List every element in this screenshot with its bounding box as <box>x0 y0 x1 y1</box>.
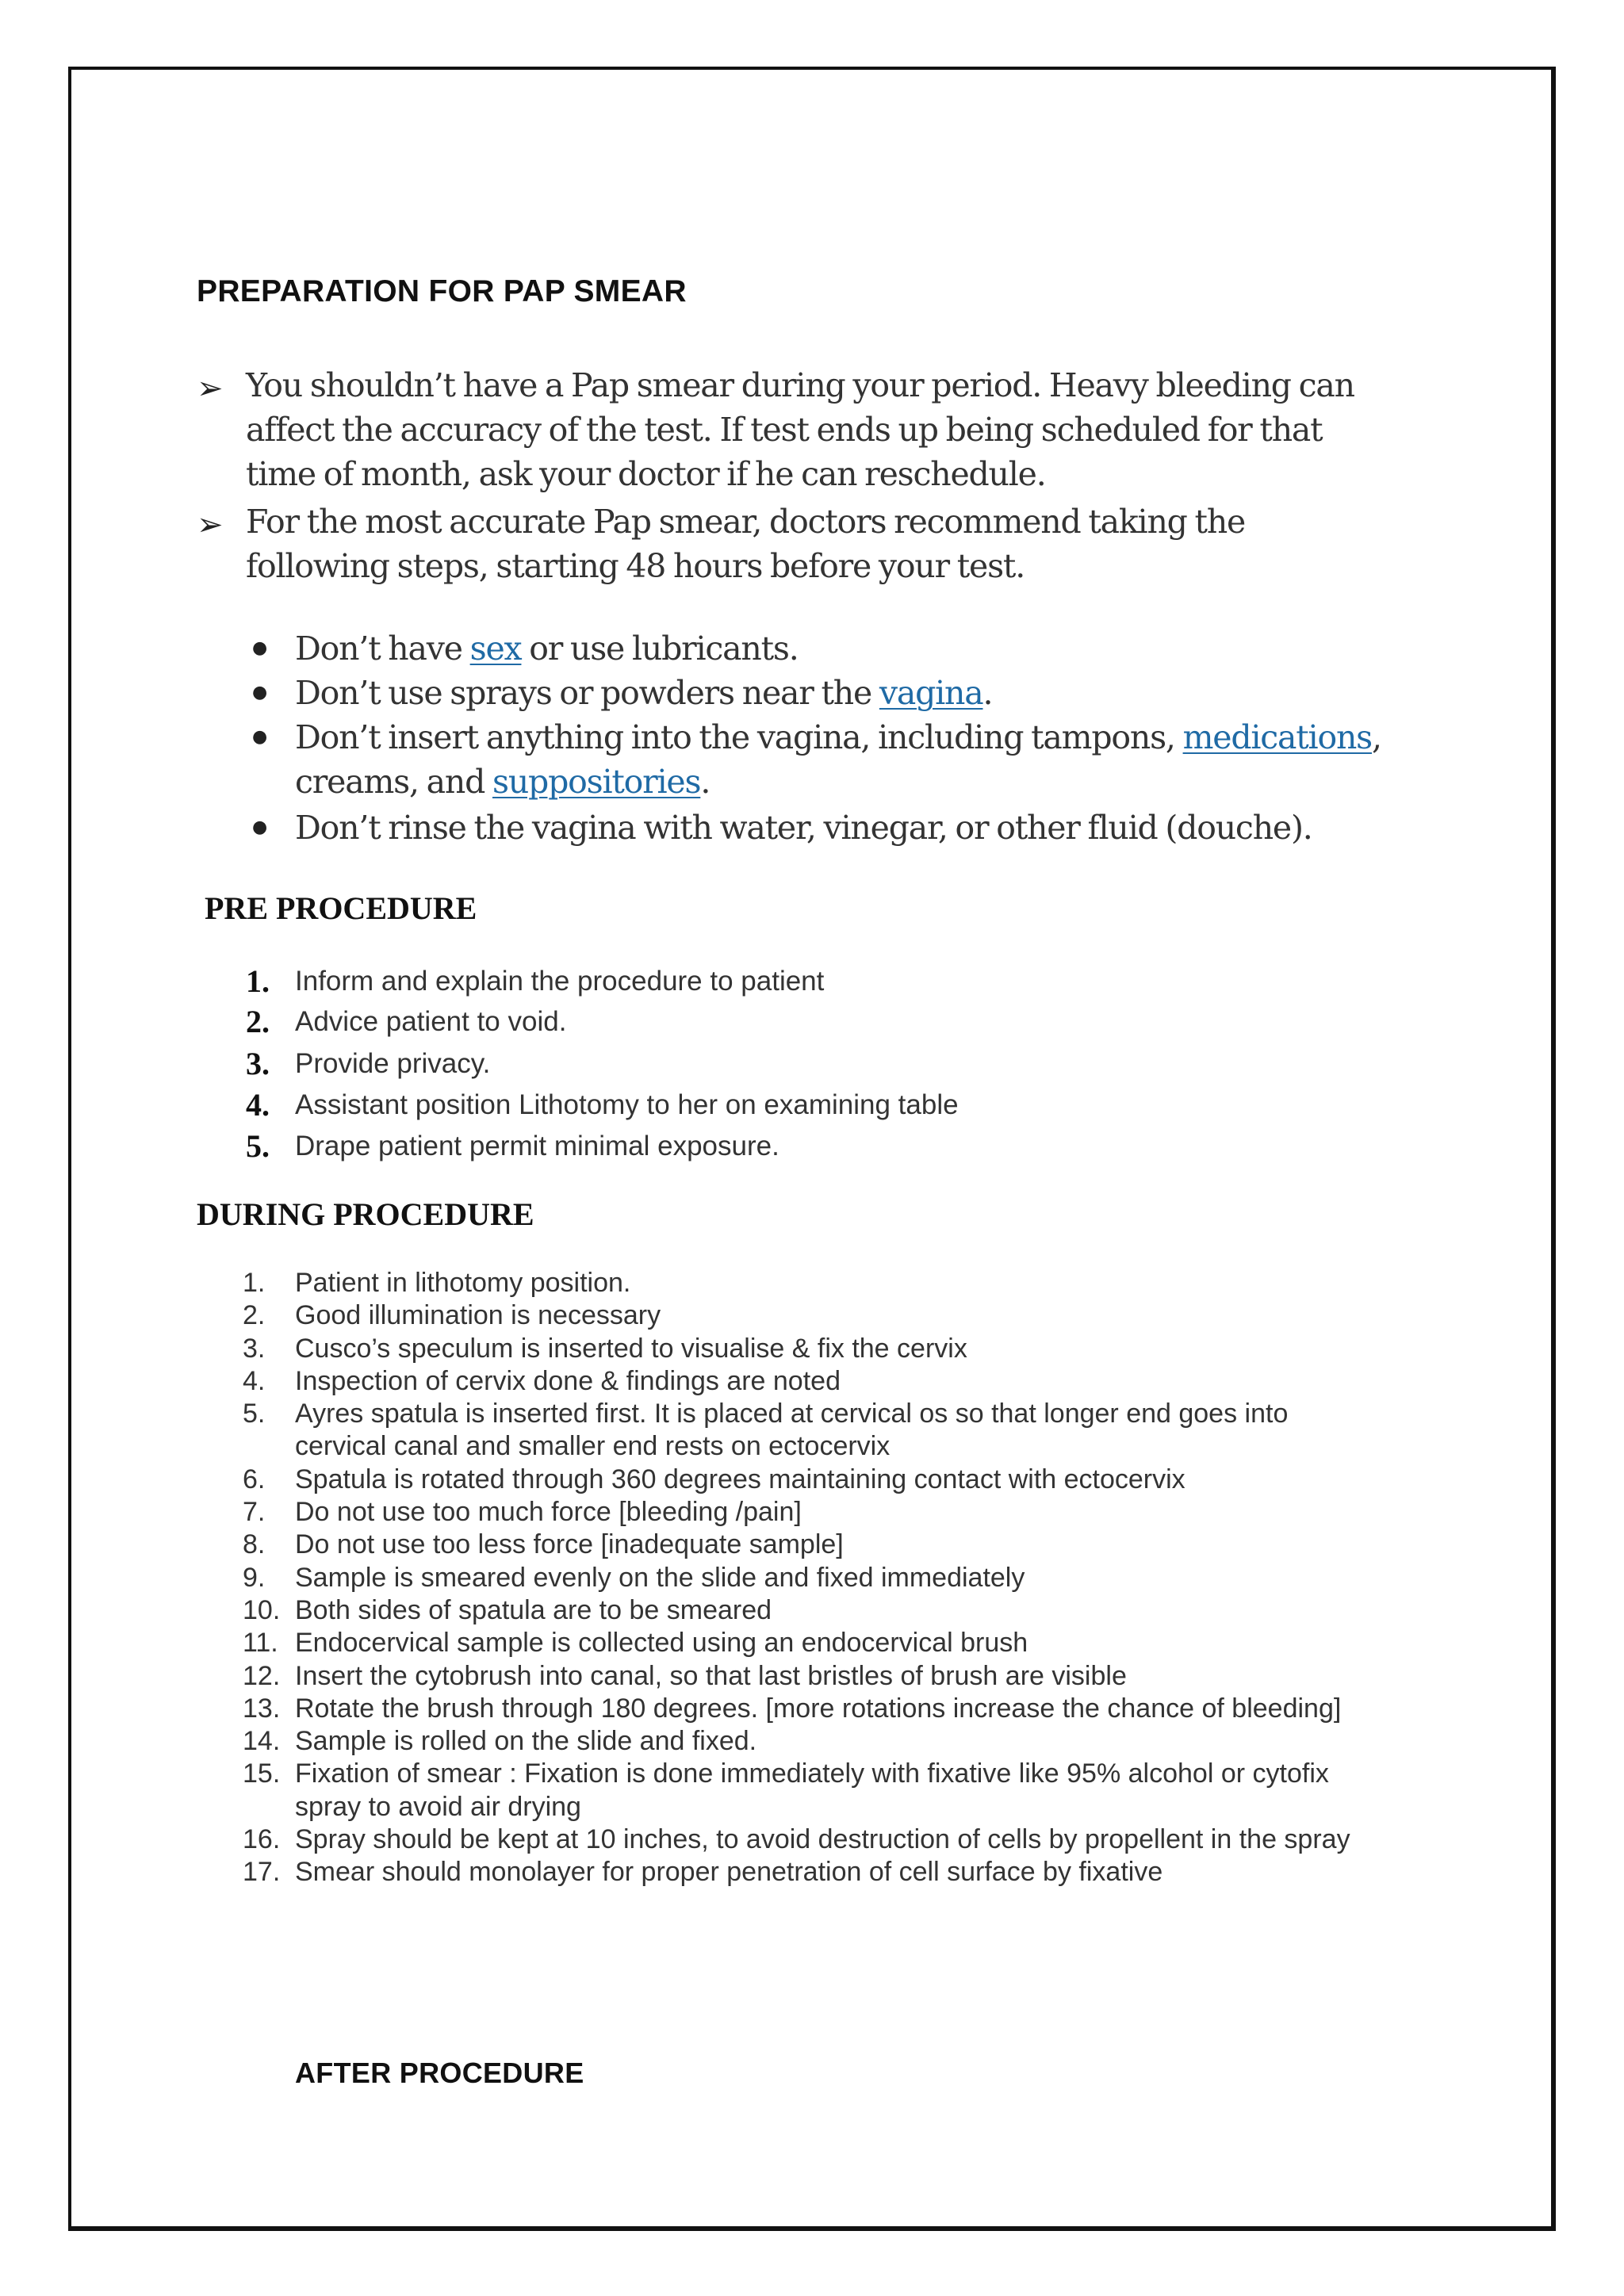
during-procedure-item <box>243 1823 1511 1856</box>
during-procedure-item <box>243 1398 1511 1464</box>
bullet-dot-icon: ● <box>252 638 266 658</box>
during-procedure-item <box>243 1856 1511 1888</box>
during-item-number: 9. <box>243 1562 266 1593</box>
during-procedure-item <box>243 1693 1511 1725</box>
during-procedure-item <box>243 1333 1511 1365</box>
pre-item-text: Provide privacy. <box>295 1048 491 1079</box>
bullet-text: or use lubricants. <box>521 629 799 668</box>
during-item-text: spray to avoid air drying <box>295 1791 581 1822</box>
bullet-dot-icon: ● <box>252 727 266 747</box>
link-vagina[interactable]: vagina <box>879 674 983 712</box>
during-item-text: Sample is rolled on the slide and fixed. <box>295 1726 757 1757</box>
prep-arrow-item-1 <box>197 363 1451 496</box>
bullet-text: . <box>982 674 993 712</box>
page-title: PREPARATION FOR PAP SMEAR <box>197 274 687 308</box>
during-procedure-item <box>243 1529 1511 1561</box>
during-item-text: Rotate the brush through 180 degrees. [more rotations increase the chance of bleeding] <box>295 1693 1342 1724</box>
during-item-text: Do not use too less force [inadequate sample] <box>295 1529 844 1560</box>
during-item-text: cervical canal and smaller end rests on ectocervix <box>295 1431 891 1462</box>
pre-item-number: 1. <box>246 963 270 999</box>
bullet-text: , <box>1372 718 1381 756</box>
after-procedure-heading: AFTER PROCEDURE <box>295 2057 584 2089</box>
during-item-number: 2. <box>243 1300 266 1331</box>
pre-item-number: 2. <box>246 1004 270 1039</box>
prep-arrow-line: affect the accuracy of the test. If test ends up being scheduled for that <box>246 411 1323 449</box>
pre-item-text: Drape patient permit minimal exposure. <box>295 1131 779 1161</box>
arrow-bullet-icon: ➢ <box>197 507 223 543</box>
bullet-text: Don’t insert anything into the vagina, including tampons, <box>295 718 1183 756</box>
during-item-text: Good illumination is necessary <box>295 1300 661 1331</box>
during-item-text: Sample is smeared evenly on the slide and fixed immediately <box>295 1562 1025 1593</box>
prep-arrow-line: For the most accurate Pap smear, doctors recommend taking the <box>246 503 1246 541</box>
during-item-number: 6. <box>243 1464 266 1494</box>
during-procedure-item <box>243 1464 1511 1496</box>
during-item-text: Inspection of cervix done & findings are noted <box>295 1365 841 1396</box>
prep-bullet-item <box>252 715 1500 804</box>
during-item-text: Both sides of spatula are to be smeared <box>295 1594 772 1625</box>
during-item-number: 5. <box>243 1399 266 1429</box>
pre-item-number: 5. <box>246 1128 270 1164</box>
during-item-number: 3. <box>243 1333 266 1364</box>
during-procedure-item <box>243 1496 1511 1529</box>
during-item-text: Smear should monolayer for proper penetration of cell surface by fixative <box>295 1857 1163 1888</box>
bullet-text: Don’t use sprays or powders near the <box>295 674 879 712</box>
pre-item-number: 3. <box>246 1046 270 1081</box>
during-item-number: 10. <box>243 1594 281 1625</box>
during-item-text: Endocervical sample is collected using an endocervical brush <box>295 1628 1028 1659</box>
prep-arrow-line: You shouldn’t have a Pap smear during your period. Heavy bleeding can <box>246 366 1354 404</box>
during-item-text: Cusco’s speculum is inserted to visualise & fix the cervix <box>295 1333 967 1364</box>
during-procedure-item <box>243 1299 1511 1332</box>
during-item-number: 17. <box>243 1857 281 1888</box>
prep-arrow-line: following steps, starting 48 hours before your test. <box>246 547 1025 585</box>
during-procedure-heading: DURING PROCEDURE <box>197 1196 534 1232</box>
during-procedure-item <box>243 1365 1511 1398</box>
during-item-number: 13. <box>243 1693 281 1724</box>
during-item-text: Insert the cytobrush into canal, so that last bristles of brush are visible <box>295 1660 1127 1691</box>
during-item-text: Spray should be kept at 10 inches, to avoid destruction of cells by propellent in the spray <box>295 1824 1350 1855</box>
bullet-dot-icon: ● <box>252 683 266 702</box>
during-procedure-item <box>243 1660 1511 1693</box>
prep-arrow-item-2 <box>197 499 1451 588</box>
prep-bullet-item <box>252 671 1500 715</box>
bullet-text: Don’t rinse the vagina with water, vinegar, or other fluid (douche). <box>295 809 1312 847</box>
pre-procedure-heading: PRE PROCEDURE <box>205 890 477 926</box>
bullet-text: creams, and <box>295 763 492 801</box>
arrow-bullet-icon: ➢ <box>197 370 223 407</box>
during-item-number: 11. <box>243 1628 278 1659</box>
during-procedure-item <box>243 1267 1511 1299</box>
during-item-text: Ayres spatula is inserted first. It is placed at cervical os so that longer end goes into <box>295 1399 1289 1429</box>
during-procedure-list <box>243 1267 1511 1889</box>
bullet-text: . <box>700 763 710 801</box>
during-item-number: 1. <box>243 1268 266 1298</box>
during-item-number: 4. <box>243 1365 266 1396</box>
pre-item-text: Advice patient to void. <box>295 1006 567 1037</box>
during-procedure-item <box>243 1725 1511 1758</box>
bullet-text: Don’t have <box>295 629 470 668</box>
during-item-text: Do not use too much force [bleeding /pain] <box>295 1497 802 1528</box>
during-item-number: 12. <box>243 1660 281 1691</box>
pre-item-number: 4. <box>246 1087 270 1123</box>
during-item-number: 8. <box>243 1529 266 1560</box>
during-item-number: 7. <box>243 1497 266 1528</box>
during-item-text: Patient in lithotomy position. <box>295 1268 631 1298</box>
during-procedure-item <box>243 1758 1511 1823</box>
link-suppositories[interactable]: suppositories <box>492 763 701 801</box>
during-procedure-item <box>243 1627 1511 1659</box>
prep-arrow-line: time of month, ask your doctor if he can reschedule. <box>246 455 1046 493</box>
prep-bullet-item <box>252 626 1500 671</box>
during-item-number: 15. <box>243 1758 281 1789</box>
during-item-text: Spatula is rotated through 360 degrees maintaining contact with ectocervix <box>295 1464 1185 1494</box>
link-medications[interactable]: medications <box>1182 718 1373 756</box>
during-item-number: 16. <box>243 1824 281 1855</box>
during-item-number: 14. <box>243 1726 281 1757</box>
pre-item-text: Assistant position Lithotomy to her on examining table <box>295 1089 959 1120</box>
pre-item-text: Inform and explain the procedure to patient <box>295 966 825 997</box>
link-sex[interactable]: sex <box>469 629 522 668</box>
during-item-text: Fixation of smear : Fixation is done immediately with fixative like 95% alcohol or cytofix <box>295 1758 1329 1789</box>
during-procedure-item <box>243 1562 1511 1594</box>
bullet-dot-icon: ● <box>252 817 266 837</box>
during-procedure-item <box>243 1594 1511 1627</box>
prep-bullet-item <box>252 806 1500 850</box>
